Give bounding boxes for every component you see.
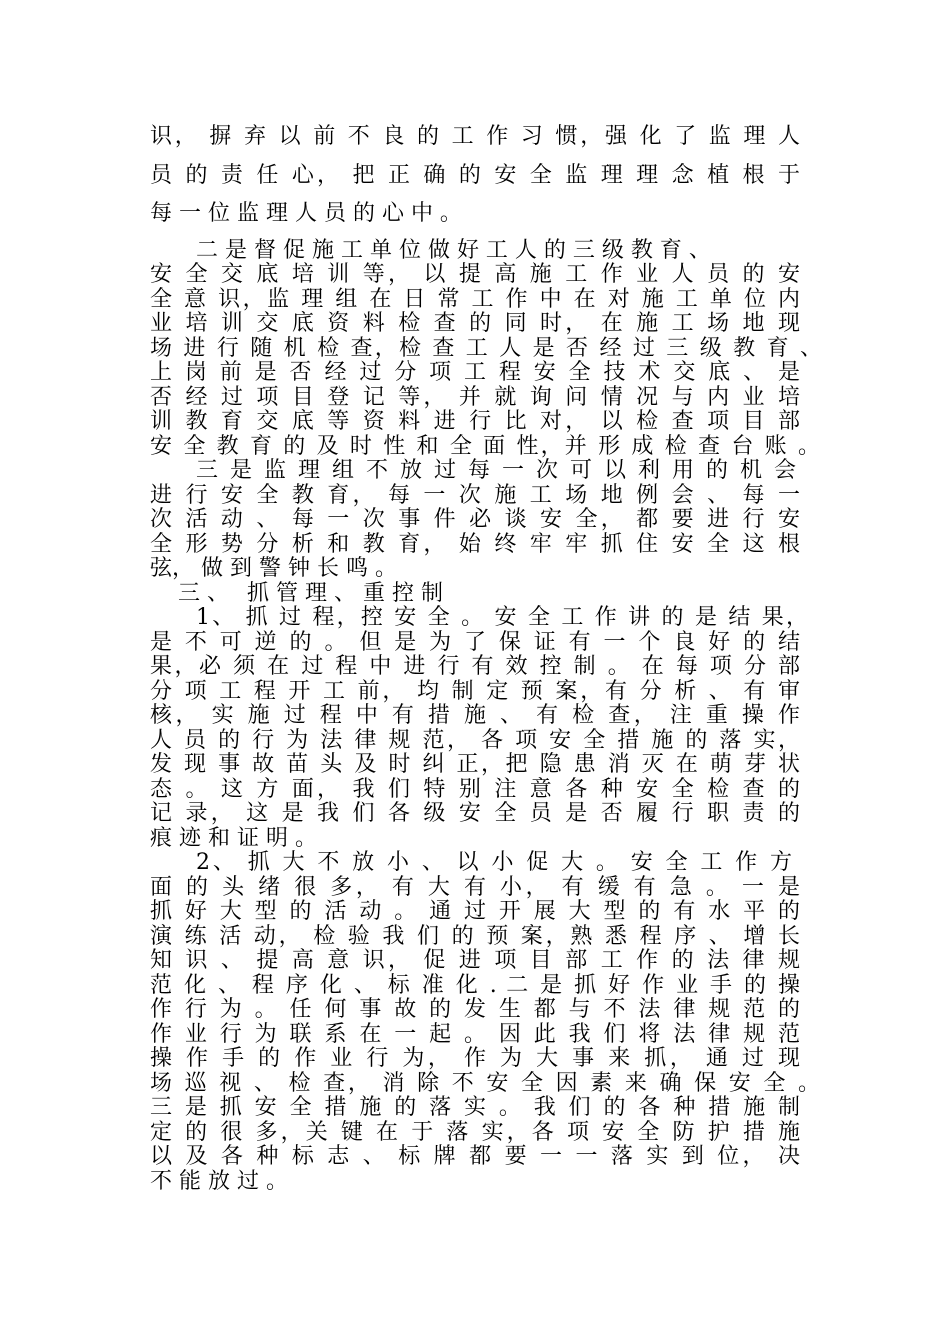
- text-line: 弦， 做 到 警 钟 长 鸣 。: [150, 556, 397, 581]
- text-line: 痕 迹 和 证 明 。: [150, 826, 317, 851]
- text-line: 范 化 、 程 序 化 、 标 准 化 . 二 是 抓 好 作 业 手 的 操: [150, 973, 800, 998]
- text-line: 以 及 各 种 标 志 、 标 牌 都 要 一 一 落 实 到 位， 决: [150, 1144, 800, 1169]
- text-line: 演 练 活 动， 检 验 我 们 的 预 案，熟 悉 程 序 、 增 长: [150, 924, 800, 949]
- text-line: 知 识 、 提 高 意 识， 促 进 项 目 部 工 作 的 法 律 规: [150, 948, 800, 973]
- text-line: 次 活 动 、 每 一 次 事 件 必 谈 安 全， 都 要 进 行 安: [150, 507, 800, 532]
- text-line: 果，必 须 在 过 程 中 进 行 有 效 控 制 。 在 每 项 分 部: [150, 654, 800, 679]
- text-line: 安 全 交 底 培 训 等， 以 提 高 施 工 作 业 人 员 的 安: [150, 262, 800, 287]
- text-line: 全 意 识，监 理 组 在 日 常 工 作 中 在 对 施 工 单 位 内: [150, 287, 800, 312]
- text-line: 作 业 行 为 联 系 在 一 起 。 因 此 我 们 将 法 律 规 范: [150, 1022, 800, 1047]
- text-line: 进 行 安 全 教 育， 每 一 次 施 工 场 地 例 会 、 每 一: [150, 483, 800, 508]
- text-line: 分 项 工 程 开 工 前， 均 制 定 预 案，有 分 析 、 有 审: [150, 679, 800, 704]
- text-line: 二 是 督 促 施 工 单 位 做 好 工 人 的 三 级 教 育 、: [196, 238, 711, 263]
- text-line: 每 一 位 监 理 人 员 的 心 中 。: [150, 201, 462, 226]
- text-line: 识， 摒 弃 以 前 不 良 的 工 作 习 惯，强 化 了 监 理 人: [150, 124, 800, 149]
- text-line: 业 培 训 交 底 资 料 检 查 的 同 时， 在 施 工 场 地 现: [150, 311, 800, 336]
- text-line: 不 能 放 过 。: [150, 1169, 288, 1194]
- text-line: 训 教 育 交 底 等 资 料 进 行 比 对， 以 检 查 项 目 部: [150, 409, 800, 434]
- text-line: 人 员 的 行 为 法 律 规 范， 各 项 安 全 措 施 的 落 实，: [150, 728, 800, 753]
- text-line: 面 的 头 绪 很 多， 有 大 有 小， 有 缓 有 急 。 一 是: [150, 875, 800, 900]
- section-heading: 三 、 抓 管 理 、 重 控 制: [178, 581, 443, 606]
- text-line: 场 进 行 随 机 检 查，检 查 工 人 是 否 经 过 三 级 教 育 、: [150, 336, 822, 361]
- text-line: 安 全 教 育 的 及 时 性 和 全 面 性，并 形 成 检 查 台 账 。: [150, 434, 820, 459]
- text-line: 操 作 手 的 作 业 行 为， 作 为 大 事 来 抓， 通 过 现: [150, 1046, 800, 1071]
- text-line: 员 的 责 任 心， 把 正 确 的 安 全 监 理 理 念 植 根 于: [150, 163, 800, 188]
- text-line: 定 的 很 多，关 键 在 于 落 实，各 项 安 全 防 护 措 施: [150, 1120, 800, 1145]
- text-line: 记 录， 这 是 我 们 各 级 安 全 员 是 否 履 行 职 责 的: [150, 801, 800, 826]
- text-line: 态 。 这 方 面， 我 们 特 别 注 意 各 种 安 全 检 查 的: [150, 777, 800, 802]
- text-line: 2、 抓 大 不 放 小 、 以 小 促 大 。 安 全 工 作 方: [196, 850, 792, 875]
- text-line: 1、 抓 过 程，控 安 全 。 安 全 工 作 讲 的 是 结 果，: [196, 605, 808, 630]
- text-line: 发 现 事 故 苗 头 及 时 纠 正，把 隐 患 消 灭 在 萌 芽 状: [150, 752, 800, 777]
- text-line: 是 不 可 逆 的 。 但 是 为 了 保 证 有 一 个 良 好 的 结: [150, 630, 800, 655]
- text-line: 场 巡 视 、 检 查， 消 除 不 安 全 因 素 来 确 保 安 全 。: [150, 1071, 820, 1096]
- text-line: 作 行 为 。 任 何 事 故 的 发 生 都 与 不 法 律 规 范 的: [150, 997, 800, 1022]
- text-line: 核， 实 施 过 程 中 有 措 施 、 有 检 查， 注 重 操 作: [150, 703, 800, 728]
- text-line: 三 是 抓 安 全 措 施 的 落 实 。 我 们 的 各 种 措 施 制: [150, 1095, 800, 1120]
- text-line: 三 是 监 理 组 不 放 过 每 一 次 可 以 利 用 的 机 会: [196, 458, 796, 483]
- text-line: 抓 好 大 型 的 活 动 。 通 过 开 展 大 型 的 有 水 平 的: [150, 899, 800, 924]
- text-line: 上 岗 前 是 否 经 过 分 项 工 程 安 全 技 术 交 底 、 是: [150, 360, 800, 385]
- text-line: 否 经 过 项 目 登 记 等， 并 就 询 问 情 况 与 内 业 培: [150, 385, 800, 410]
- text-line: 全 形 势 分 析 和 教 育， 始 终 牢 牢 抓 住 安 全 这 根: [150, 532, 800, 557]
